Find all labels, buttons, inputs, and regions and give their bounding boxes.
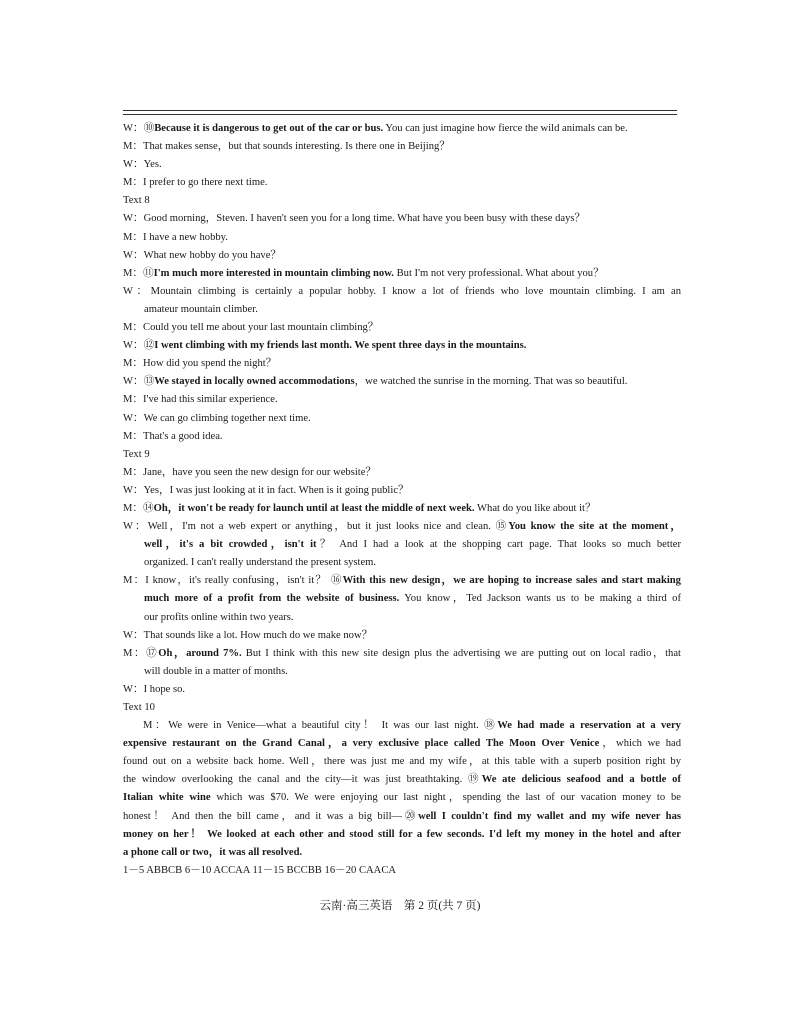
line-text: M：I prefer to go there next time. [123,177,268,189]
bold-answer-text: We ate delicious seafood and a bottle of [481,774,681,786]
line-text: amateur mountain climber. [144,303,258,315]
bold-answer-text: Oh，around 7%. [158,647,242,659]
transcript-line [123,808,681,826]
bold-answer-text: much more of a profit from the website of business. [144,593,400,605]
transcript-line [123,500,681,518]
line-text: M：I've had this similar experience. [123,394,278,406]
line-text: which was $70. We were enjoying our last night，spending the last of our vacation money to be [210,792,681,804]
bold-answer-text: money on her！ We looked at each other and stood still for a few seconds. I'd left my money in the hotel and after [123,828,681,840]
line-text: You can just imagine how fierce the wild animals can be. [383,123,628,134]
transcript-line [123,753,681,771]
transcript-line [123,789,681,807]
line-text: M：Jane，have you seen the new design for our website？ [123,466,377,478]
line-text: Text 10 [123,702,155,713]
transcript-line [123,301,681,319]
transcript-line [123,247,681,265]
section-heading [123,446,681,464]
line-text: 1－5 ABBCB 6－10 ACCAA 11－15 BCCBB 16－20 CAACA [123,864,397,876]
line-text: ，which we had [599,738,681,750]
bold-answer-text: expensive restaurant on the Grand Canal，a very exclusive place called The Moon Over Venice [123,738,600,750]
transcript-line [123,771,681,789]
transcript-line [123,373,681,391]
bold-answer-text: I'm much more interested in mountain climbing now. [153,267,394,279]
transcript-line [123,319,681,337]
transcript-line [123,156,681,174]
line-text: W：Good morning，Steven. I haven't seen you for a long time. What have you been busy with these days？ [123,213,586,225]
bold-answer-text: I went climbing with my friends last month. We spent three days in the mountains. [154,340,527,352]
bold-answer-text: We stayed in locally owned accommodations [154,376,355,388]
section-heading [123,192,681,210]
transcript-line [123,283,681,301]
line-text: the window overlooking the canal and the city—it was just breathtaking. ⑲ [123,774,482,786]
line-text: M：That's a good idea. [123,430,223,442]
transcript-line [123,862,681,880]
transcript-line [123,210,681,228]
transcript-line [123,645,681,663]
line-text: M：⑭ [123,502,154,514]
line-text: found out on a website back home. Well，there was just me and my wife，at this table with a superb position right by [123,756,681,768]
transcript-line [123,337,681,355]
transcript-line [123,735,681,753]
transcript-line [123,554,681,572]
transcript-line [123,265,681,283]
transcript-line [123,410,681,428]
line-text: M：⑰ [123,647,159,659]
line-text: W：⑩ [123,123,155,134]
bold-answer-text: Because it is dangerous to get out of the car or bus. [154,123,384,134]
line-text: W：I hope so. [123,683,186,695]
line-text: W：We can go climbing together next time. [123,412,311,424]
bold-answer-text: well，it's a bit crowded，isn't it [144,539,317,551]
line-text: You know，Ted Jackson wants us to be making a third of [399,593,681,605]
line-text: M：I know，it's really confusing，isn't it？ ⑯ [123,575,343,587]
transcript-line [123,355,681,373]
line-text: M：We were in Venice—what a beautiful city！ It was our last night. ⑱ [143,720,498,732]
line-text: will double in a matter of months. [144,665,288,677]
answer-key-transcript [123,120,681,880]
line-text: M：How did you spend the night？ [123,358,277,370]
section-heading [123,699,681,717]
transcript-line [123,536,681,554]
line-text: Text 9 [123,448,150,460]
line-text: W：Yes，I was just looking at it in fact. When is it going public？ [123,484,409,496]
line-text: W：Mountain climbing is certainly a popular hobby. I know a lot of friends who love mountain climbing. I am an [123,285,681,297]
transcript-line [123,229,681,247]
line-text: M：⑪ [123,267,154,279]
line-text: W：What new hobby do you have？ [123,249,281,261]
transcript-line [123,464,681,482]
bold-answer-text: Italian white wine [123,792,211,804]
line-text: our profits online within two years. [144,611,294,623]
bold-answer-text: With this new design，we are hoping to increase sales and start making [342,575,681,587]
line-text: W：⑫ [123,340,155,352]
line-text: Text 8 [123,195,150,207]
line-text: W：Yes. [123,159,162,171]
transcript-line [123,681,681,699]
line-text: W：That sounds like a lot. How much do we make now？ [123,629,373,641]
line-text: M：That makes sense，but that sounds interesting. Is there one in Beijing？ [123,141,450,153]
line-text: W：⑬ [123,376,155,388]
transcript-line [123,482,681,500]
bold-answer-text: a phone call or two，it was all resolved. [123,846,303,858]
line-text: organized. I can't really understand the present system. [144,557,377,569]
transcript-line [123,174,681,192]
transcript-line [123,717,681,735]
line-text: honest！ And then the bill came，and it was a big bill—⑳ [123,810,419,822]
transcript-line [123,609,681,627]
transcript-line [123,590,681,608]
transcript-line [123,428,681,446]
line-text: ？ And I had a look at the shopping cart page. That looks so much better [316,539,681,551]
transcript-line [123,391,681,409]
transcript-line [123,844,681,862]
line-text: W：Well，I'm not a web expert or anything，but it just looks nice and clean. ⑮ [123,521,509,533]
line-text: M：Could you tell me about your last mountain climbing？ [123,322,379,334]
line-text: What do you like about it？ [474,502,596,514]
transcript-line [123,120,681,138]
bold-answer-text: We had made a reservation at a very [497,720,681,732]
bold-answer-text: Oh，it won't be ready for launch until at least the middle of next week. [153,502,475,514]
transcript-line [123,663,681,681]
header-rule-top [123,110,677,111]
line-text: ，we watched the sunrise in the morning. That was so beautiful. [354,376,628,388]
transcript-line [123,138,681,156]
transcript-line [123,627,681,645]
line-text: M：I have a new hobby. [123,231,228,243]
line-text: But I'm not very professional. What about you？ [393,267,604,279]
bold-answer-text: well I couldn't find my wallet and my wife never has [418,810,681,822]
transcript-line [123,826,681,844]
line-text: But I think with this new site design plus the advertising we are putting out on local radio，that [241,647,681,659]
page-footer: 云南·高三英语 第 2 页(共 7 页) [319,900,481,912]
bold-answer-text: You know the site at the moment， [508,521,681,533]
transcript-line [123,518,681,536]
transcript-line [123,572,681,590]
header-rule-bottom [123,114,677,115]
